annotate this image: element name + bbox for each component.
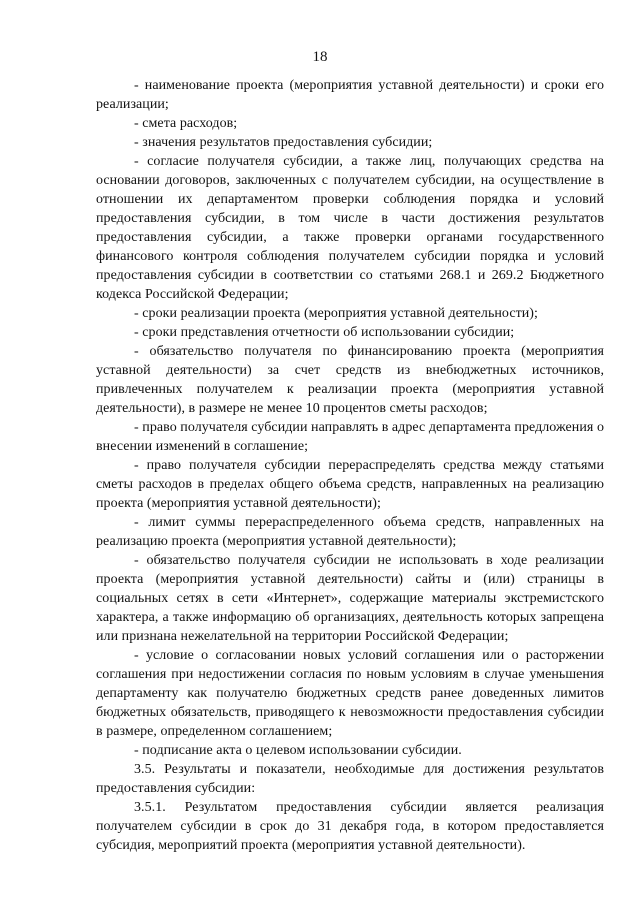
list-item-consent-to-audit: - согласие получателя субсидии, а также лиц, получающих средства на основании договоров, заключенных с получателем субсидии, на осуществление в отношении их департаментом проверки соблюдения порядка и условий предоставления субсидии, в том числе в части достижения результатов предоставления субсидии, а также проверки органами государственного финансового контроля соблюдения получателем субсидии порядка и условий предоставления субсидии в соответствии со статьями 268.1 и 269.2 Бюджетного кодекса Российской Федерации; <box>96 154 604 302</box>
list-item-right-to-redistribute: - право получателя субсидии перераспределять средства между статьями сметы расходов в пределах общего объема средств, направленных на реализацию проекта (мероприятия уставной деятельности); <box>96 458 604 511</box>
list-item-cost-estimate: - смета расходов; <box>134 116 238 131</box>
list-item-extremism-obligation: - обязательство получателя субсидии не использовать в ходе реализации проекта (мероприятия уставной деятельности) сайты и (или) страницы в социальных сетях в сети «Интернет», содержащие материалы экстремистского характера, а также информацию об организациях, деятельность которых запрещена или признана нежелательной на территории Российской Федерации; <box>96 553 604 644</box>
list-item-new-conditions: - условие о согласовании новых условий соглашения или о расторжении соглашения при недостижении согласия по новым условиям в случае уменьшения департаменту как получателю бюджетных средств ранее доведенных лимитов бюджетных обязательств, приводящего к невозможности предоставления субсидии в размере, определенном соглашением; <box>96 648 604 739</box>
list-item-usage-act: - подписание акта о целевом использовании субсидии. <box>134 743 462 758</box>
list-item-project-name: - наименование проекта (мероприятия уставной деятельности) и сроки его реализации; <box>96 78 604 112</box>
section-3-5: 3.5. Результаты и показатели, необходимые для достижения результатов предоставления субсидии: <box>96 762 604 796</box>
list-item-right-to-propose-changes: - право получателя субсидии направлять в адрес департамента предложения о внесении изменений в соглашение; <box>96 420 604 454</box>
document-body <box>96 76 604 855</box>
list-item-redistribution-limit: - лимит суммы перераспределенного объема средств, направленных на реализацию проекта (мероприятия уставной деятельности); <box>96 515 604 549</box>
section-3-5-1: 3.5.1. Результатом предоставления субсидии является реализация получателем субсидии в срок до 31 декабря года, в котором предоставляется субсидия, мероприятий проекта (мероприятия уставной деятельности). <box>96 800 604 853</box>
list-item-project-terms: - сроки реализации проекта (мероприятия уставной деятельности); <box>134 306 538 321</box>
list-item-result-values: - значения результатов предоставления субсидии; <box>134 135 433 150</box>
list-item-cofinancing-obligation: - обязательство получателя по финансированию проекта (мероприятия уставной деятельности) за счет средств из внебюджетных источников, привлеченных получателем к реализации проекта (мероприятия уставной деятельности), в размере не менее 10 процентов сметы расходов; <box>96 344 604 416</box>
page-number: 18 <box>312 49 328 65</box>
list-item-reporting-terms: - сроки представления отчетности об использовании субсидии; <box>134 325 515 340</box>
